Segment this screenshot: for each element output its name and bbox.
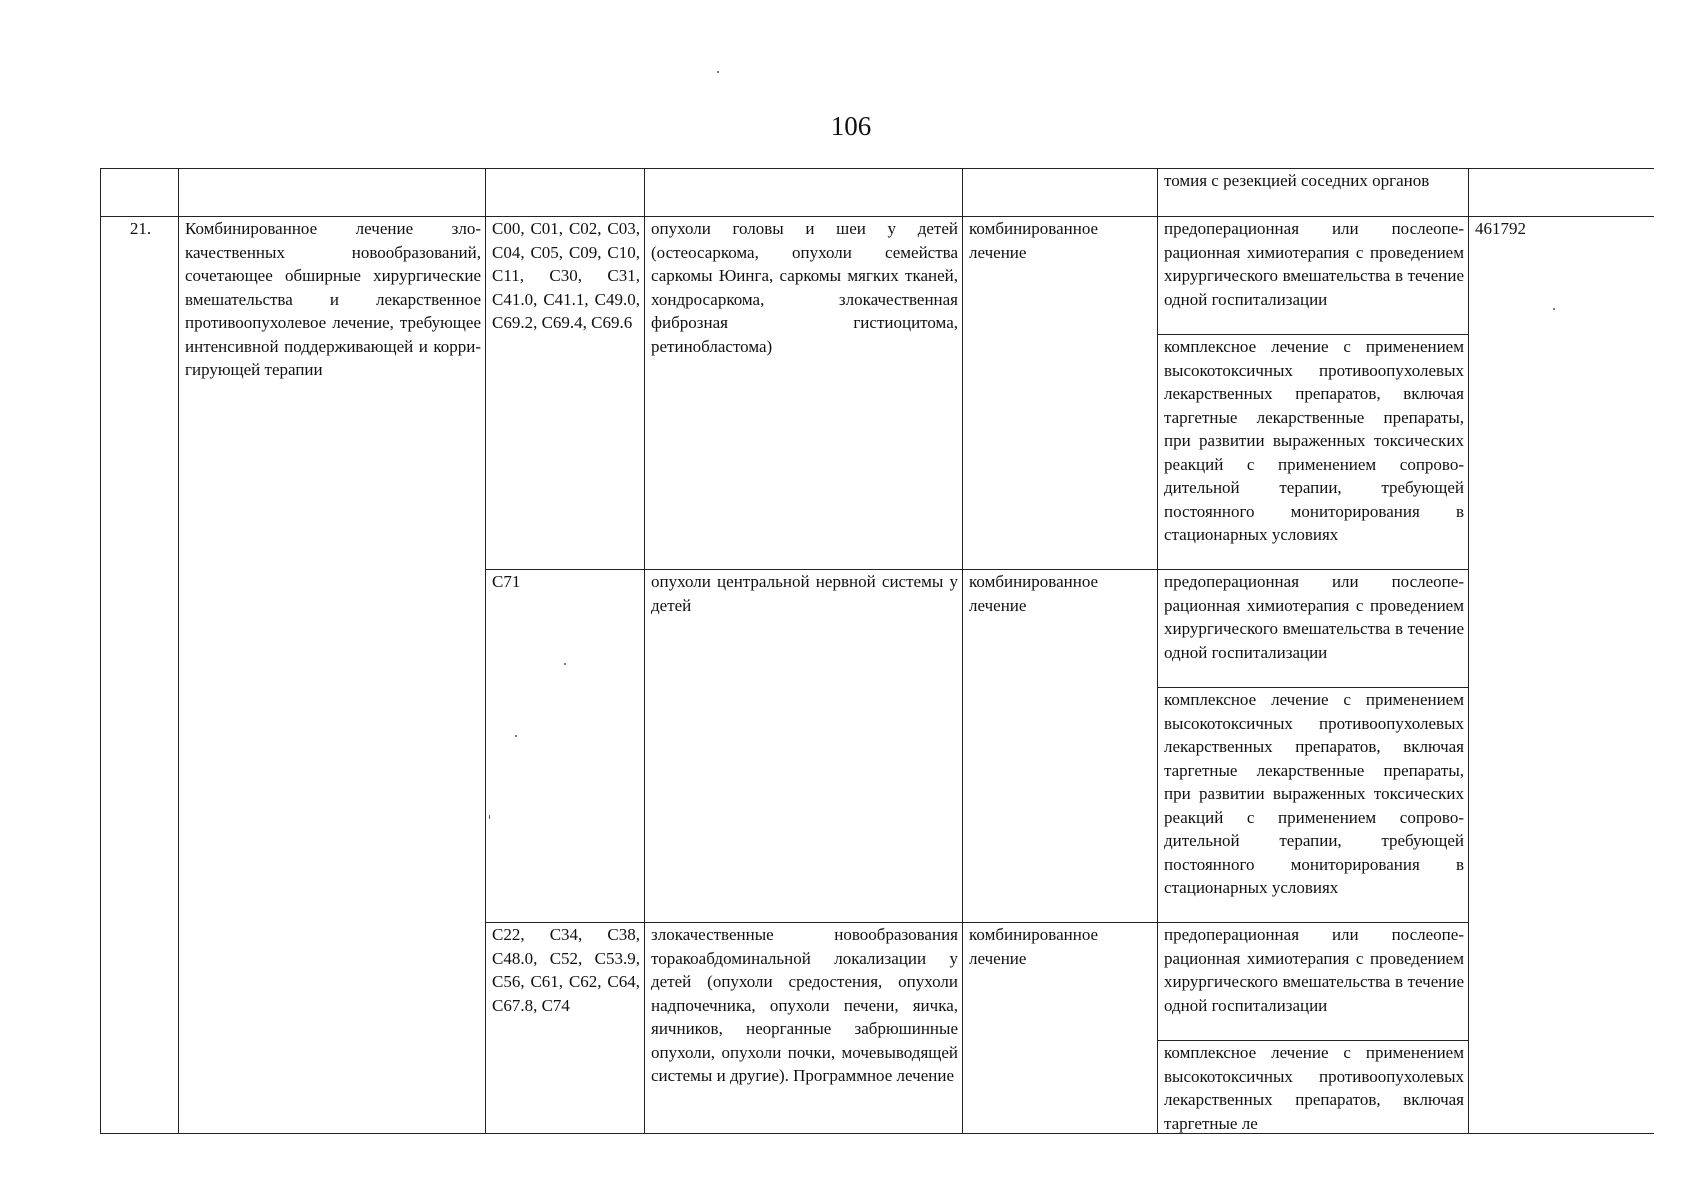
table-row [101,217,1655,335]
treatment-method: комплексное лечение с применением высокотоксичных противоопухолевых лекарственных препаратов, включая таргетные лекарственные препараты, при развитии выраженных токсических реакций с применением сопроводительной терапии, требующей постоянного мониторирования в стационарных условиях [1158,335,1469,570]
patient-model: опухоли центральной нервной системы у детей [645,570,963,923]
cell-empty [645,169,963,217]
treatment-type: комбинированное лечение [963,217,1158,570]
cell-empty [486,169,645,217]
diagnosis-codes: С71 [486,570,645,923]
continuation-row [101,169,1655,217]
treatment-type: комбинированное лечение [963,570,1158,923]
treatment-method: предоперационная или послеоперационная химиотерапия с проведением хирургического вмешательства в течение одной госпитализации [1158,570,1469,688]
diagnosis-codes: С22, С34, С38, С48.0, С52, С53.9, С56, С61, С62, С64, С67.8, С74 [486,923,645,1135]
treatment-method: комплексное лечение с применением высокотоксичных противоопухолевых лекарственных препаратов, включая таргетные ле [1158,1041,1469,1135]
cell-empty [963,169,1158,217]
page-number: 106 [830,111,872,141]
treatment-method: предоперационная или послеоперационная химиотерапия с проведением хирургического вмешательства в течение одной госпитализации [1158,923,1469,1041]
treatment-type: комбинированное лечение [963,923,1158,1135]
scan-artifact-dot [717,71,719,73]
treatment-method: комплексное лечение с применением высокотоксичных противоопухолевых лекарственных препаратов, включая таргетные лекарственные препараты, при развитии выраженных токсических реакций с применением сопроводительной терапии, требующей постоянного мониторирования в стационарных условиях [1158,688,1469,923]
care-type-name: Комбинированное лечение злокачественных новообразований, сочетающее обширные хирургические вмешательства и лекарственное противоопухолевое лечение, требующее интенсивной поддерживающей и корригирующей терапии [179,217,486,1135]
patient-model: опухоли головы и шеи у детей (остеосаркома, опухоли семейства саркомы Юинга, саркомы мягких тканей, хондросаркома, злокачественная фиброзная гистиоцитома, ретинобластома) [645,217,963,570]
diagnosis-codes: С00, С01, С02, С03, С04, С05, С09, С10, С11, С30, С31, С41.0, С41.1, С49.0, С69.2, С69.4, С69.6 [486,217,645,570]
row-number: 21. [101,217,179,1135]
table-viewport [100,168,1654,1134]
medical-care-table [100,168,1654,1134]
treatment-method: предоперационная или послеоперационная химиотерапия с проведением хирургического вмешательства в течение одной госпитализации [1158,217,1469,335]
patient-model: злокачественные новообразования торакоабдоминальной локализации у детей (опухоли средостения, опухоли надпочечника, опухоли печени, яичка, яичников, неорганные забрюшинные опухоли, опухоли почки, мочевыводящей системы и другие). Программное лечение [645,923,963,1135]
cell-empty [1469,169,1655,217]
method-cell: томия с резекцией соседних органов [1158,169,1469,217]
cell-empty [101,169,179,217]
norm-cost: 461792 [1469,217,1655,1135]
cell-empty [179,169,486,217]
